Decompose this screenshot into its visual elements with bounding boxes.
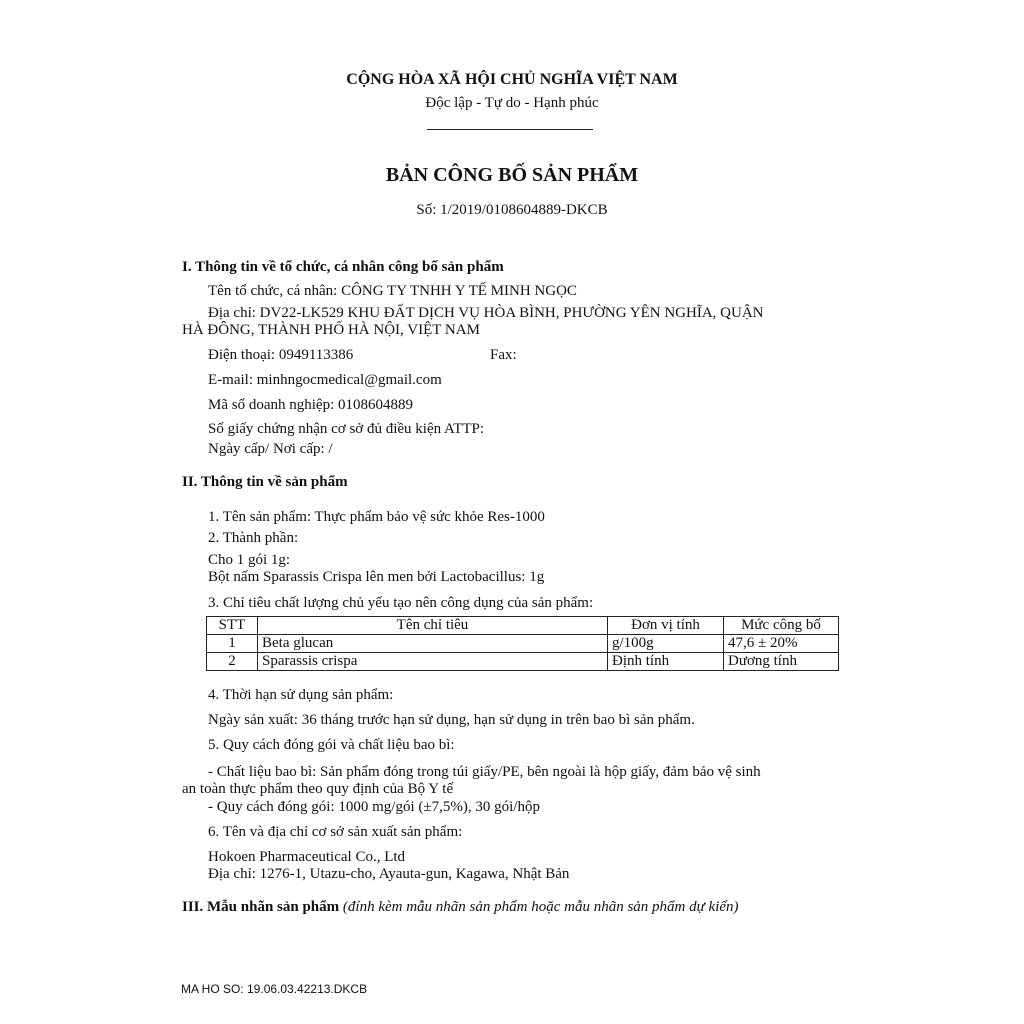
shelf-life-text: Ngày sản xuất: 36 tháng trước hạn sử dụng, hạn sử dụng in trên bao bì sản phẩm.	[208, 712, 695, 728]
table-cell: Beta glucan	[258, 635, 608, 653]
org-phone: Điện thoại: 0949113386	[208, 347, 354, 363]
table-cell: 2	[207, 653, 258, 671]
header-divider	[427, 129, 593, 130]
table-cell: Sparassis crispa	[258, 653, 608, 671]
section-2-heading: II. Thông tin về sản phẩm	[182, 474, 348, 490]
org-name: Tên tổ chức, cá nhân: CÔNG TY TNHH Y TẾ MINH NGỌC	[208, 283, 577, 299]
packaging-label: 5. Quy cách đóng gói và chất liệu bao bì:	[208, 737, 455, 753]
org-address-line-2: HÀ ĐÔNG, THÀNH PHỐ HÀ NỘI, VIỆT NAM	[182, 322, 480, 338]
packaging-material-line-1: - Chất liệu bao bì: Sản phẩm đóng trong túi giấy/PE, bên ngoài là hộp giấy, đảm bảo vệ sinh	[208, 764, 761, 780]
file-code: MA HO SO: 19.06.03.42213.DKCB	[181, 982, 368, 996]
ingredients-per-pack: Cho 1 gói 1g:	[208, 552, 291, 568]
org-address-line-1: Địa chỉ: DV22-LK529 KHU ĐẤT DỊCH VỤ HÒA BÌNH, PHƯỜNG YÊN NGHĨA, QUẬN	[208, 305, 764, 321]
packaging-material-line-2: an toàn thực phẩm theo quy định của Bộ Y tế	[182, 781, 454, 797]
manufacturer-label: 6. Tên và địa chỉ cơ sở sản xuất sản phẩm:	[208, 824, 463, 840]
section-3-heading-line	[182, 898, 739, 916]
quality-criteria-table	[206, 616, 839, 671]
packaging-spec: - Quy cách đóng gói: 1000 mg/gói (±7,5%), 30 gói/hộp	[208, 799, 540, 815]
table-header-cell: Mức công bố	[724, 617, 839, 635]
table-header-cell: Tên chỉ tiêu	[258, 617, 608, 635]
manufacturer-name: Hokoen Pharmaceutical Co., Ltd	[208, 849, 406, 865]
ingredients-label: 2. Thành phần:	[208, 530, 299, 546]
table-header-cell: STT	[207, 617, 258, 635]
national-title: CỘNG HÒA XÃ HỘI CHỦ NGHĨA VIỆT NAM	[346, 71, 678, 88]
org-food-safety-certificate: Số giấy chứng nhận cơ sở đủ điều kiện ATTP:	[208, 421, 485, 437]
table-header-row	[207, 617, 839, 635]
product-name: 1. Tên sản phẩm: Thực phẩm bảo vệ sức khỏe Res-1000	[208, 509, 545, 525]
manufacturer-address: Địa chỉ: 1276-1, Utazu-cho, Ayauta-gun, Kagawa, Nhật Bản	[208, 866, 570, 882]
document-title: BẢN CÔNG BỐ SẢN PHẨM	[385, 164, 639, 186]
section-3-note: (đính kèm mẫu nhãn sản phẩm hoặc mẫu nhãn sản phẩm dự kiến)	[342, 899, 739, 915]
org-certificate-issue: Ngày cấp/ Nơi cấp: /	[208, 441, 333, 457]
ingredient-line: Bột nấm Sparassis Crispa lên men bởi Lactobacillus: 1g	[208, 569, 545, 585]
table-cell: 47,6 ± 20%	[724, 635, 839, 653]
section-3-heading: III. Mẫu nhãn sản phẩm	[182, 899, 340, 915]
org-email: E-mail: minhngocmedical@gmail.com	[208, 372, 442, 388]
national-motto: Độc lập - Tự do - Hạnh phúc	[425, 95, 599, 111]
shelf-life-label: 4. Thời hạn sử dụng sản phẩm:	[208, 687, 394, 703]
org-fax: Fax:	[490, 347, 517, 363]
table-cell: Dương tính	[724, 653, 839, 671]
quality-criteria-label: 3. Chỉ tiêu chất lượng chủ yếu tạo nên công dụng của sản phẩm:	[208, 595, 594, 611]
table-cell: 1	[207, 635, 258, 653]
table-cell: Định tính	[608, 653, 724, 671]
org-tax-code: Mã số doanh nghiệp: 0108604889	[208, 397, 413, 413]
table-row	[207, 635, 839, 653]
table-cell: g/100g	[608, 635, 724, 653]
document-number: Số: 1/2019/0108604889-DKCB	[416, 202, 608, 218]
table-header-cell: Đơn vị tính	[608, 617, 724, 635]
table-row	[207, 653, 839, 671]
section-1-heading: I. Thông tin về tổ chức, cá nhân công bố sản phẩm	[182, 259, 504, 275]
